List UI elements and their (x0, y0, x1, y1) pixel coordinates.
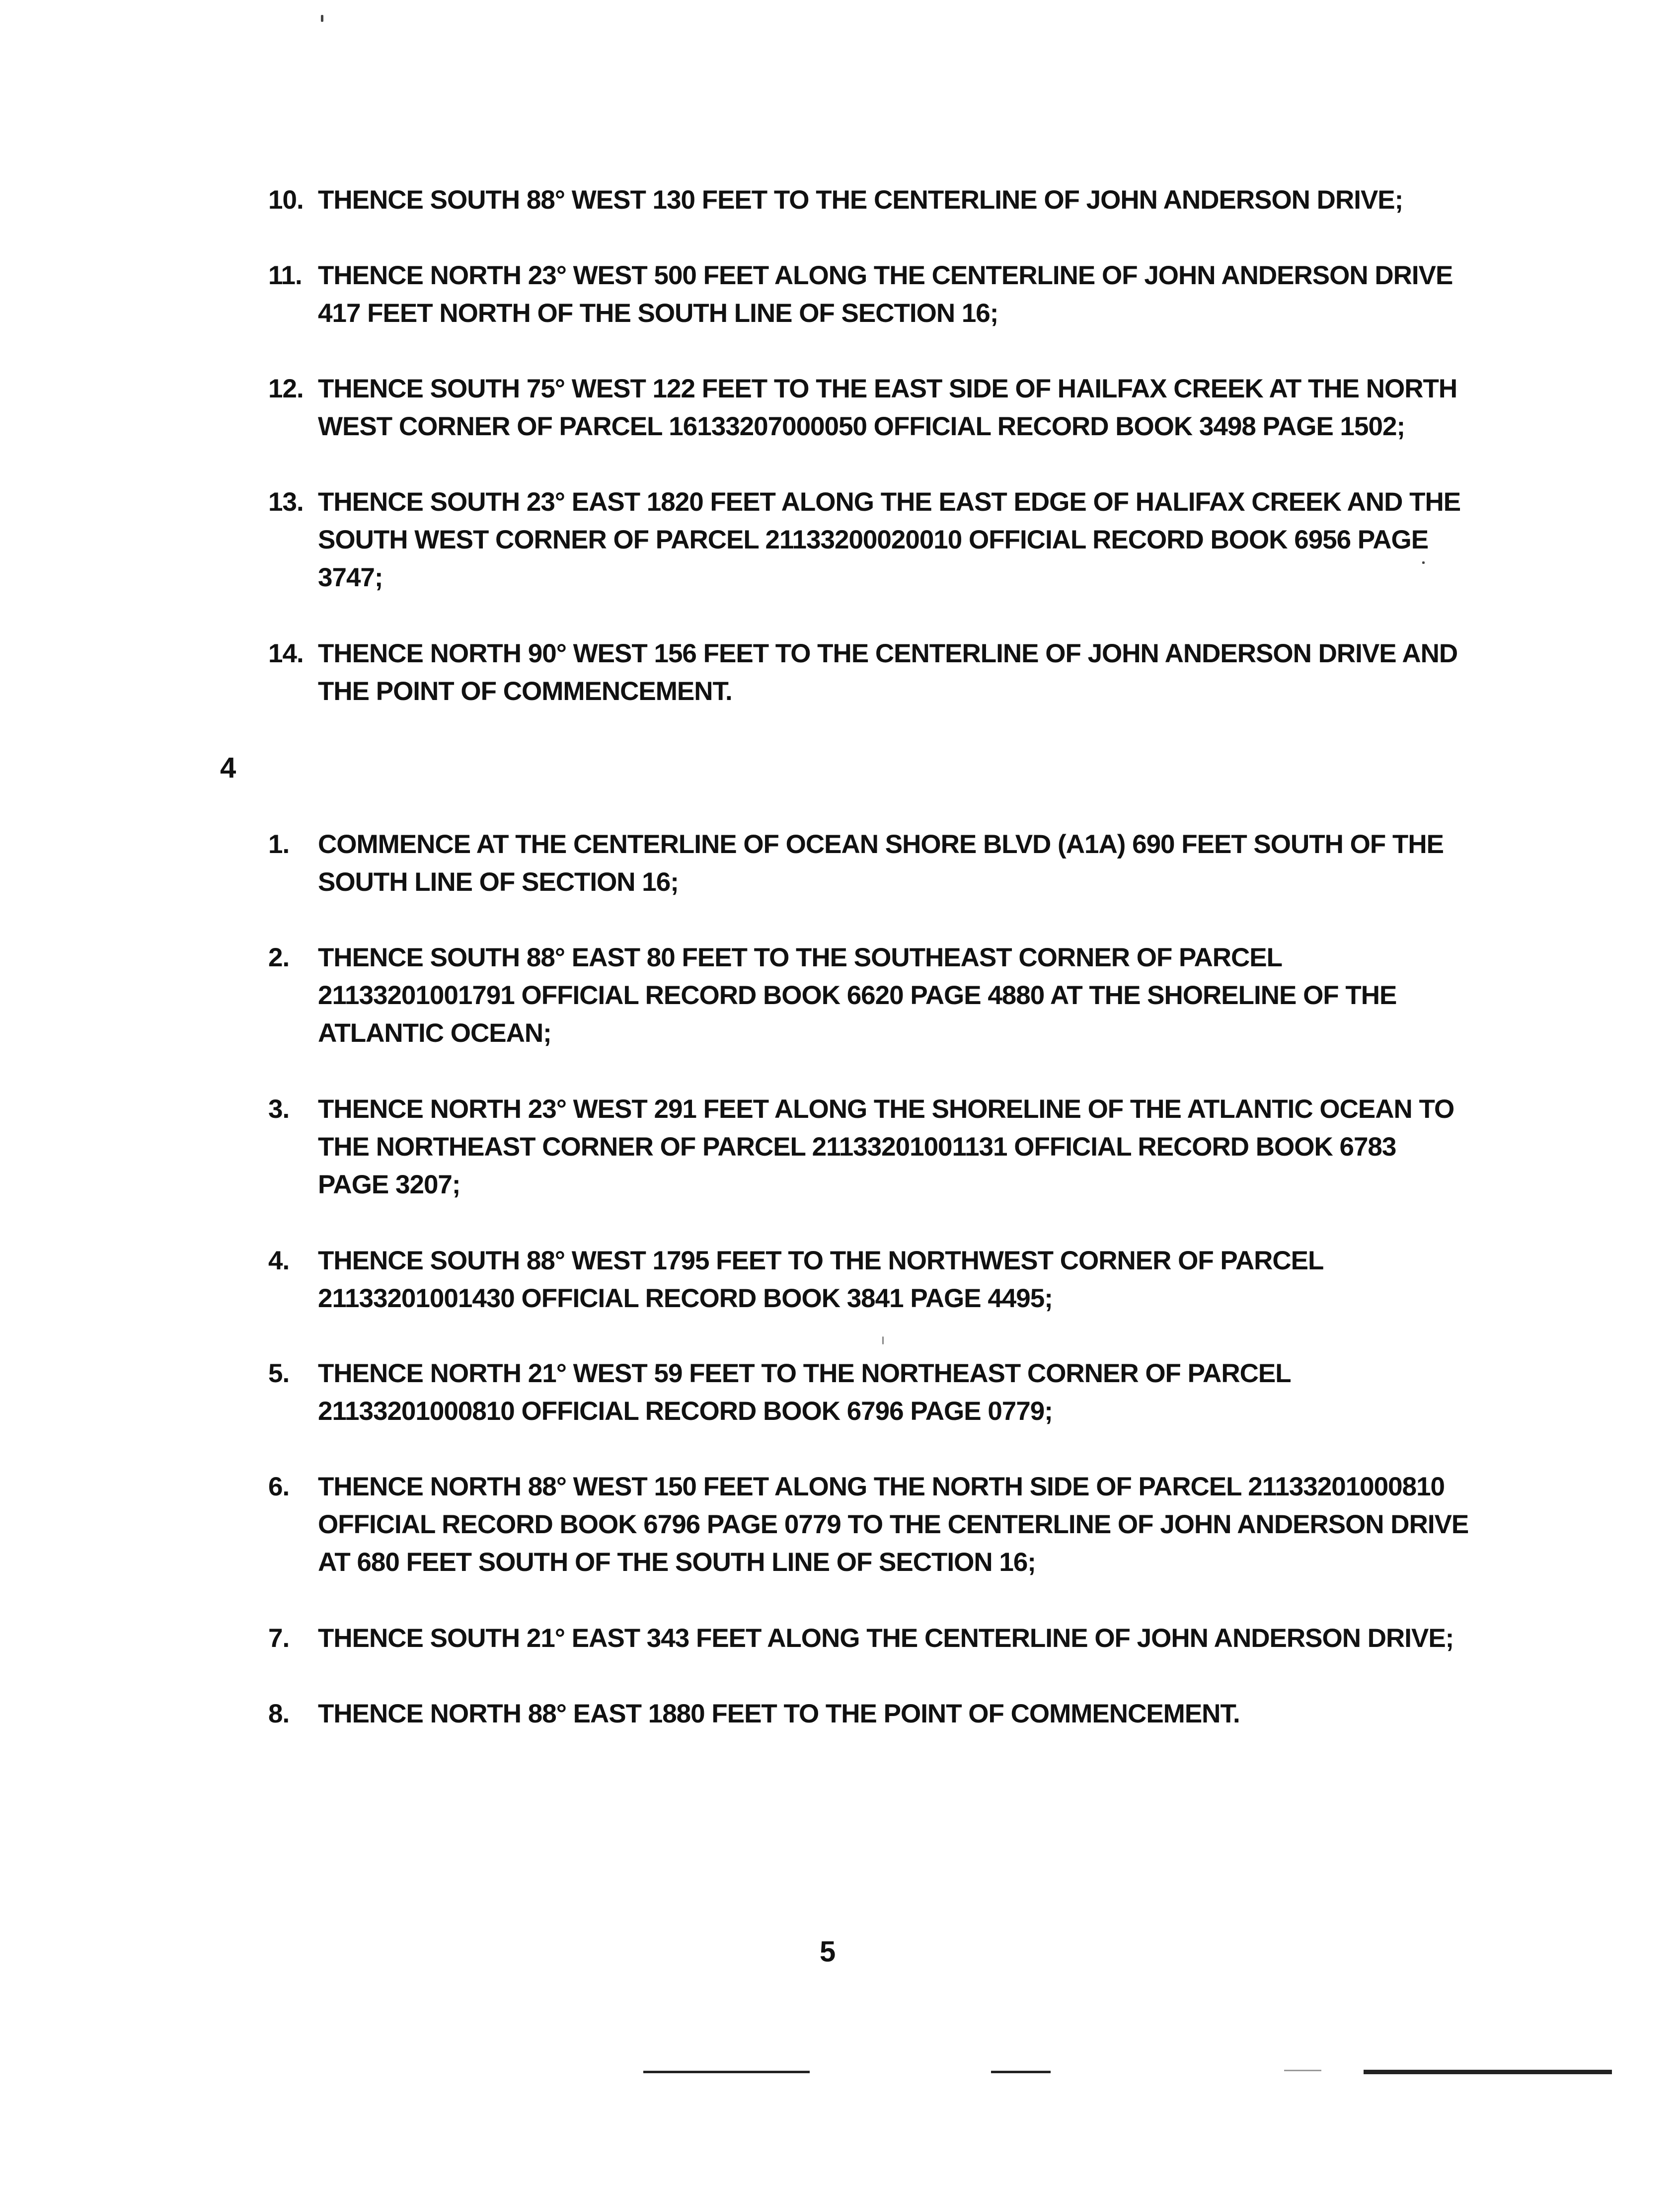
item-text: COMMENCE AT THE CENTERLINE OF OCEAN SHORE BLVD (A1A) 690 FEET SOUTH OF THE SOUTH LINE OF SECTION 16; (318, 830, 1444, 897)
item-number: 12. (268, 374, 304, 403)
list-item (268, 1355, 1470, 1430)
item-text: THENCE SOUTH 21° EAST 343 FEET ALONG THE CENTERLINE OF JOHN ANDERSON DRIVE; (318, 1624, 1454, 1653)
item-number: 2. (268, 943, 290, 972)
item-text: THENCE NORTH 23° WEST 500 FEET ALONG THE CENTERLINE OF JOHN ANDERSON DRIVE 417 FEET NORTH OF THE SOUTH LINE OF SECTION 16; (318, 261, 1453, 328)
item-number: 8. (268, 1699, 290, 1728)
list-item (268, 1091, 1470, 1204)
item-number: 3. (268, 1094, 290, 1124)
list-item (268, 939, 1470, 1052)
item-text: THENCE SOUTH 75° WEST 122 FEET TO THE EAST SIDE OF HAILFAX CREEK AT THE NORTH WEST CORNER OF PARCEL 16133207000050 OFFICIAL RECORD BOOK 3498 PAGE 1502; (318, 374, 1457, 441)
scan-speck (1422, 561, 1425, 564)
item-number: 6. (268, 1472, 290, 1501)
item-number: 13. (268, 487, 304, 517)
footer-rule (1364, 2070, 1612, 2074)
list-item (268, 257, 1470, 332)
item-text: THENCE NORTH 88° WEST 150 FEET ALONG THE NORTH SIDE OF PARCEL 21133201000810 OFFICIAL RECORD BOOK 6796 PAGE 0779 TO THE CENTERLINE OF JOHN ANDERSON DRIVE AT 680 FEET SOUTH OF THE SOUTH LINE OF SECTION 16; (318, 1472, 1469, 1577)
list-item (268, 1695, 1470, 1733)
item-text: THENCE SOUTH 88° WEST 1795 FEET TO THE NORTHWEST CORNER OF PARCEL 21133201001430 OFFICIAL RECORD BOOK 3841 PAGE 4495; (318, 1246, 1323, 1313)
list-item (268, 181, 1470, 219)
item-text: THENCE SOUTH 88° WEST 130 FEET TO THE CENTERLINE OF JOHN ANDERSON DRIVE; (318, 185, 1403, 215)
list-item (268, 1468, 1470, 1581)
item-text: THENCE NORTH 21° WEST 59 FEET TO THE NORTHEAST CORNER OF PARCEL 21133201000810 OFFICIAL RECORD BOOK 6796 PAGE 0779; (318, 1359, 1291, 1426)
page-number: 5 (820, 1936, 836, 1968)
item-number: 1. (268, 830, 290, 859)
footer-rule (1284, 2070, 1321, 2071)
item-number: 10. (268, 185, 304, 215)
item-number: 11. (268, 261, 302, 290)
item-number: 14. (268, 639, 304, 668)
item-number: 7. (268, 1624, 290, 1653)
item-text: THENCE SOUTH 23° EAST 1820 FEET ALONG THE EAST EDGE OF HALIFAX CREEK AND THE SOUTH WEST CORNER OF PARCEL 21133200020010 OFFICIAL RECORD BOOK 6956 PAGE 3747; (318, 487, 1461, 592)
list-item (268, 1620, 1470, 1657)
footer-rule (643, 2071, 810, 2073)
item-text: THENCE SOUTH 88° EAST 80 FEET TO THE SOUTHEAST CORNER OF PARCEL 21133201001791 OFFICIAL RECORD BOOK 6620 PAGE 4880 AT THE SHORELINE OF THE ATLANTIC OCEAN; (318, 943, 1397, 1048)
item-text: THENCE NORTH 90° WEST 156 FEET TO THE CENTERLINE OF JOHN ANDERSON DRIVE AND THE POINT OF COMMENCEMENT. (318, 639, 1458, 706)
scan-speck (882, 1336, 884, 1344)
item-text: THENCE NORTH 88° EAST 1880 FEET TO THE POINT OF COMMENCEMENT. (318, 1699, 1240, 1728)
section-number: 4 (220, 752, 236, 784)
list-item (268, 483, 1470, 597)
item-text: THENCE NORTH 23° WEST 291 FEET ALONG THE SHORELINE OF THE ATLANTIC OCEAN TO THE NORTHEAST CORNER OF PARCEL 21133201001131 OFFICIAL RECORD BOOK 6783 PAGE 3207; (318, 1094, 1454, 1199)
footer-rule (991, 2071, 1051, 2073)
list-item (268, 635, 1470, 710)
scan-speck (321, 15, 323, 22)
list-item (268, 1242, 1470, 1318)
item-number: 4. (268, 1246, 290, 1275)
list-item (268, 826, 1470, 901)
list-item (268, 370, 1470, 446)
item-number: 5. (268, 1359, 290, 1388)
